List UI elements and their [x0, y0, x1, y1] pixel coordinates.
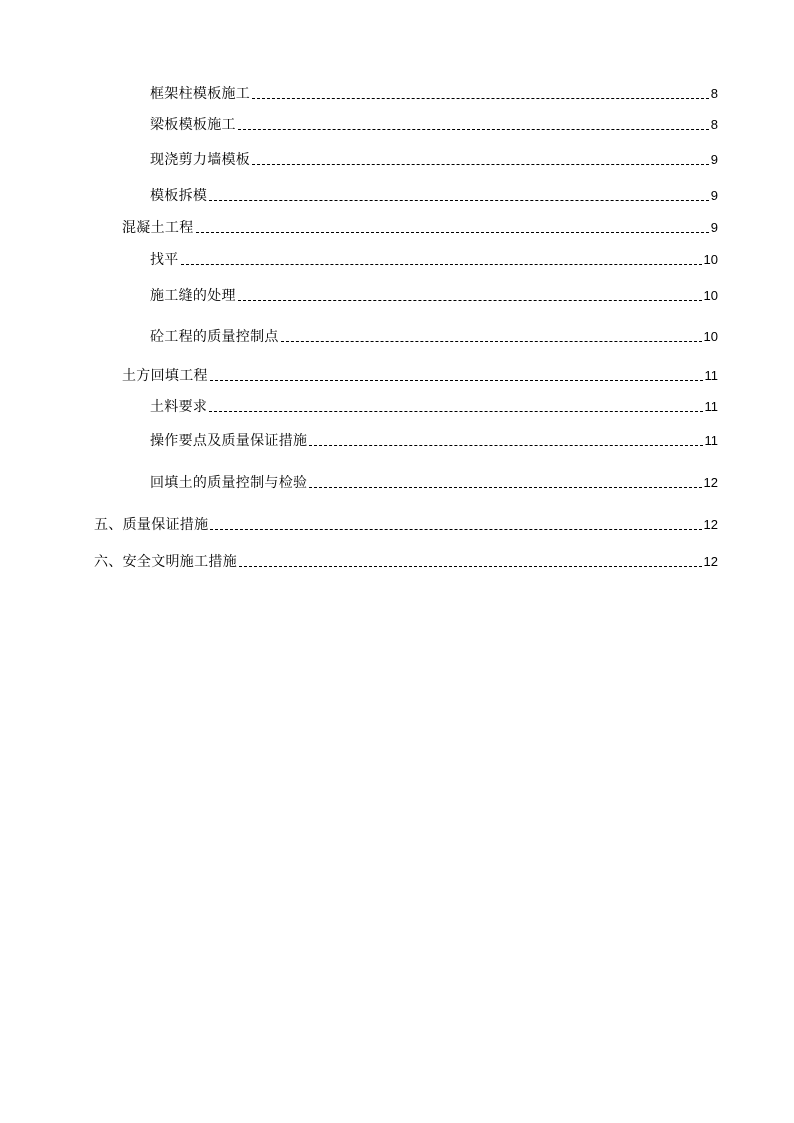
toc-entry[interactable]: [150, 82, 718, 102]
toc-entry-title: 土方回填工程: [122, 368, 208, 384]
toc-entry-page: 8: [710, 117, 718, 132]
toc-entry-page: 9: [710, 188, 718, 203]
toc-entry[interactable]: [150, 471, 718, 491]
toc-entry-page: 8: [710, 86, 718, 101]
toc-entry[interactable]: [94, 550, 718, 570]
toc-entry-page: 11: [704, 433, 718, 448]
toc-entry-page: 12: [703, 475, 718, 490]
toc-entry-title: 施工缝的处理: [150, 288, 236, 304]
toc-entry[interactable]: [122, 216, 718, 236]
toc-entry-title: 操作要点及质量保证措施: [150, 433, 308, 449]
toc-dot-leader: [196, 232, 709, 233]
toc-entry[interactable]: [150, 395, 718, 415]
toc-dot-leader: [309, 445, 702, 446]
toc-entry-title: 回填土的质量控制与检验: [150, 475, 308, 491]
toc-entry-page: 12: [703, 554, 718, 569]
toc-entry-title: 土料要求: [150, 399, 208, 415]
toc-entry-title: 梁板模板施工: [150, 117, 236, 133]
toc-entry-title: 砼工程的质量控制点: [150, 329, 279, 345]
toc-entry[interactable]: [122, 364, 718, 384]
toc-dot-leader: [210, 529, 701, 530]
toc-dot-leader: [309, 487, 701, 488]
toc-entry-page: 10: [703, 288, 718, 303]
toc-dot-leader: [238, 300, 702, 301]
toc-dot-leader: [252, 164, 709, 165]
toc-entry-title: 六、安全文明施工措施: [94, 554, 237, 570]
toc-entry-page: 9: [710, 152, 718, 167]
toc-entry-title: 五、质量保证措施: [94, 517, 209, 533]
toc-entry-page: 9: [710, 220, 718, 235]
toc-dot-leader: [181, 264, 702, 265]
toc-dot-leader: [239, 566, 702, 567]
toc-dot-leader: [210, 380, 703, 381]
toc-entry-title: 找平: [150, 252, 179, 268]
toc-entry[interactable]: [150, 248, 718, 268]
toc-dot-leader: [209, 200, 709, 201]
toc-entry-page: 11: [704, 368, 718, 383]
toc-entry-page: 11: [704, 399, 718, 414]
toc-dot-leader: [252, 98, 709, 99]
toc-entry[interactable]: [150, 284, 718, 304]
toc-dot-leader: [281, 341, 702, 342]
toc-entry-title: 混凝土工程: [122, 220, 194, 236]
toc-entry[interactable]: [150, 148, 718, 168]
toc-entry-title: 框架柱模板施工: [150, 86, 251, 102]
toc-entry[interactable]: [150, 429, 718, 449]
toc-entry-title: 模板拆模: [150, 188, 208, 204]
toc-entry-page: 12: [703, 517, 718, 532]
toc-dot-leader: [209, 411, 702, 412]
toc-entry-page: 10: [703, 252, 718, 267]
toc-entry[interactable]: [150, 113, 718, 133]
toc-entry[interactable]: [150, 325, 718, 345]
toc-entry[interactable]: [150, 184, 718, 204]
toc-entry[interactable]: [94, 513, 718, 533]
toc-entry-title: 现浇剪力墙模板: [150, 152, 251, 168]
toc-entry-page: 10: [703, 329, 718, 344]
toc-dot-leader: [238, 129, 709, 130]
